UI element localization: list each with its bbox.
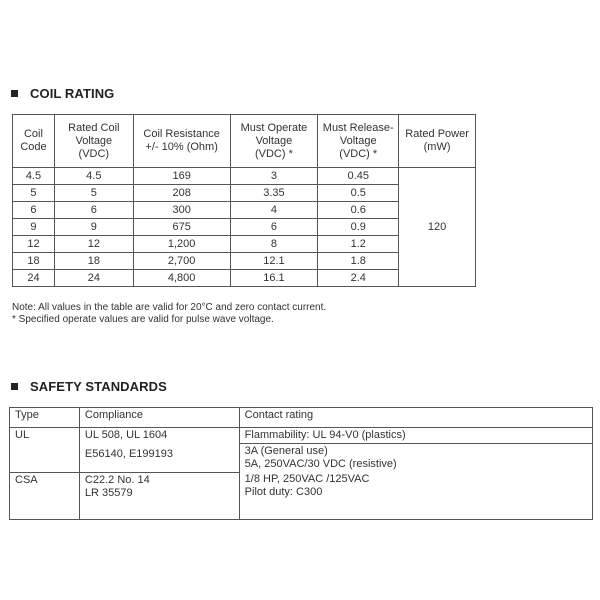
cell-operate-voltage: 3	[230, 168, 318, 185]
cell-release-voltage: 0.9	[318, 219, 399, 236]
cell-coil-code: 6	[13, 202, 55, 219]
safety-table-header-row	[10, 408, 593, 428]
safety-standards-title: SAFETY STANDARDS	[30, 379, 167, 394]
cell-resistance: 208	[133, 185, 230, 202]
safety-standards-table	[9, 407, 593, 520]
cell-coil-code: 9	[13, 219, 55, 236]
cell-compliance: UL 508, UL 1604 E56140, E199193	[79, 428, 239, 473]
safety-standards-heading	[11, 379, 167, 394]
header-must-release-voltage: Must Release- Voltage (VDC) *	[318, 115, 399, 168]
cell-operate-voltage: 6	[230, 219, 318, 236]
cell-contact-rating: 1/8 HP, 250VAC /125VAC Pilot duty: C300	[239, 472, 592, 519]
cell-release-voltage: 1.8	[318, 253, 399, 270]
cell-type: CSA	[10, 472, 80, 519]
coil-rating-title: COIL RATING	[30, 86, 115, 101]
cell-rated-voltage: 18	[54, 253, 133, 270]
cell-rated-voltage: 12	[54, 236, 133, 253]
coil-notes	[12, 302, 326, 326]
cell-resistance: 169	[133, 168, 230, 185]
bullet-square-icon	[11, 90, 18, 97]
header-rated-power: Rated Power (mW)	[399, 115, 476, 168]
cell-operate-voltage: 8	[230, 236, 318, 253]
header-contact-rating: Contact rating	[239, 408, 592, 428]
cell-operate-voltage: 3.35	[230, 185, 318, 202]
header-compliance: Compliance	[79, 408, 239, 428]
header-must-operate-voltage: Must Operate Voltage (VDC) *	[230, 115, 318, 168]
cell-release-voltage: 0.5	[318, 185, 399, 202]
cell-type: UL	[10, 428, 80, 473]
cell-operate-voltage: 4	[230, 202, 318, 219]
cell-resistance: 4,800	[133, 270, 230, 287]
cell-rated-voltage: 24	[54, 270, 133, 287]
cell-coil-code: 5	[13, 185, 55, 202]
header-rated-coil-voltage: Rated Coil Voltage (VDC)	[54, 115, 133, 168]
cell-rated-voltage: 9	[54, 219, 133, 236]
cell-coil-code: 18	[13, 253, 55, 270]
coil-rating-heading	[11, 86, 114, 101]
cell-rated-power: 120	[399, 168, 476, 287]
cell-resistance: 675	[133, 219, 230, 236]
coil-table-header-row	[13, 115, 476, 168]
bullet-square-icon	[11, 383, 18, 390]
table-row	[13, 168, 476, 185]
table-row	[10, 428, 593, 444]
cell-resistance: 2,700	[133, 253, 230, 270]
cell-resistance: 300	[133, 202, 230, 219]
cell-operate-voltage: 16.1	[230, 270, 318, 287]
cell-release-voltage: 0.6	[318, 202, 399, 219]
cell-coil-code: 12	[13, 236, 55, 253]
cell-rated-voltage: 5	[54, 185, 133, 202]
note-pulse-wave: * Specified operate values are valid for pulse wave voltage.	[12, 314, 274, 325]
cell-resistance: 1,200	[133, 236, 230, 253]
cell-release-voltage: 0.45	[318, 168, 399, 185]
header-type: Type	[10, 408, 80, 428]
cell-compliance: C22.2 No. 14 LR 35579	[79, 472, 239, 519]
cell-rated-voltage: 4.5	[54, 168, 133, 185]
cell-contact-rating: 3A (General use) 5A, 250VAC/30 VDC (resistive)	[239, 444, 592, 473]
coil-rating-table	[12, 114, 476, 287]
cell-release-voltage: 1.2	[318, 236, 399, 253]
header-coil-resistance: Coil Resistance +/- 10% (Ohm)	[133, 115, 230, 168]
table-row	[10, 472, 593, 519]
cell-coil-code: 4.5	[13, 168, 55, 185]
cell-release-voltage: 2.4	[318, 270, 399, 287]
cell-rated-voltage: 6	[54, 202, 133, 219]
note-temperature: Note: All values in the table are valid for 20°C and zero contact current.	[12, 302, 327, 313]
cell-contact-rating: Flammability: UL 94-V0 (plastics)	[239, 428, 592, 444]
cell-operate-voltage: 12.1	[230, 253, 318, 270]
cell-coil-code: 24	[13, 270, 55, 287]
header-coil-code: Coil Code	[13, 115, 55, 168]
